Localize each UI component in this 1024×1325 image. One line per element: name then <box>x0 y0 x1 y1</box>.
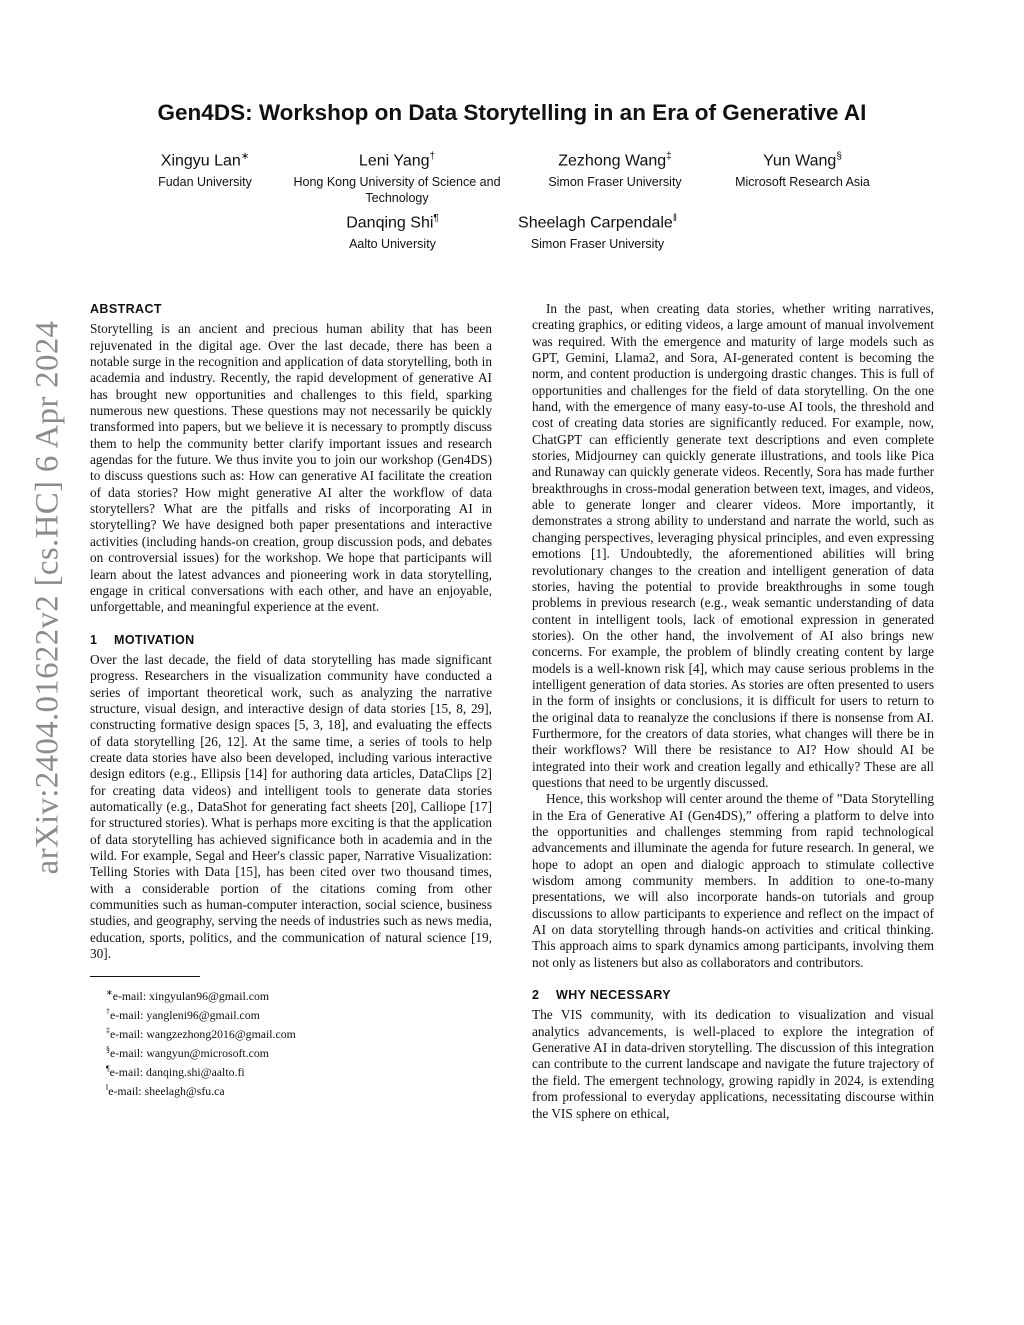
footnote-text: e-mail: wangyun@microsoft.com <box>110 1046 269 1061</box>
section-heading <box>90 632 492 648</box>
author-name: Yun Wang <box>763 152 837 170</box>
section-heading <box>532 987 934 1003</box>
author-name: Zezhong Wang <box>558 152 667 170</box>
abstract-heading: ABSTRACT <box>90 302 162 316</box>
author-affiliation: Simon Fraser University <box>530 237 665 252</box>
section-paragraph: The VIS community, with its dedication to visualization and visual analytics advancements, is well-placed to explore the integration of Generative AI in data-driven storytelling. The discussion of this integration can contribute to the current landscape and navigate the future trajectory of the field. The emergent technology, growing rapidly in 2024, is extending from professional to everyday applications, necessitating discourse within the VIS sphere on ethical, <box>532 1007 934 1121</box>
body-paragraph: Hence, this workshop will center around the theme of ”Data Storytelling in the Era of Generative AI (Gen4DS),” offering a platform to delve into the opportunities and challenges stemming from rapid technological advancements and illuminate the agenda for future research. In general, we hope to adopt an open and dialogic approach to stimulate collective wisdom among community members. In addition to one-to-many presentations, we will also incorporate hands-on tutorials and group discussions to allow participants to experience and reflect on the impact of AI on data storytelling through hands-on activities and critical thinking. This approach aims to spark dynamics among participants, involving them not only as listeners but also as collaborators and contributors. <box>532 791 934 970</box>
author-mark: § <box>836 151 842 162</box>
section-paragraph: Over the last decade, the field of data storytelling has made significant progress. Researchers in the visualization community have conducted a series of important theoretical work, such as analyzing the narrative structure, visual design, and interactive design of data stories [15, 8, 29], constructing formative design spaces [5, 3, 18], and evaluating the effects of data storytelling [26, 12]. At the same time, a series of tools to help create data stories have also been developed, including various interactive design editors (e.g., Ellipsis [14] for authoring data articles, DataClips [2] for creating data videos) and intelligent tools to generate data stories automatically (e.g., DataShot for generating fact sheets [20], Calliope [17] for structured stories). What is perhaps more exciting is that the application of data storytelling has achieved significance both in academia and in the wild. For example, Segal and Heer's classic paper, Narrative Visualization: Telling Stories with Data [15], has been cited over two thousand times, with a considerable portion of the citations coming from other communities such as human-computer interaction, social science, business studies, and geography, serving the needs of industries such as news media, education, sports, politics, and the communication of natural science [19, 30]. <box>90 651 492 962</box>
left-column <box>90 301 492 1099</box>
author-name: Danqing Shi <box>346 214 434 232</box>
author-affiliation: Microsoft Research Asia <box>735 175 870 190</box>
author-name: Leni Yang <box>358 152 430 170</box>
footnote <box>90 1080 492 1099</box>
footnote <box>90 1023 492 1042</box>
author-mark: † <box>429 151 436 162</box>
footnote-text: e-mail: wangzezhong2016@gmail.com <box>110 1027 296 1042</box>
author-block <box>715 147 890 190</box>
footnote <box>90 1061 492 1080</box>
paper-title: Gen4DS: Workshop on Data Storytelling in an Era of Generative AI <box>157 100 867 125</box>
footnote <box>90 1042 492 1061</box>
footnote-rule <box>90 976 200 977</box>
body-paragraph: In the past, when creating data stories, whether writing narratives, creating graphics, or editing videos, a large amount of manual involvement was required. With the emergence and maturity of large models such as GPT, Gemini, Llama2, and Sora, AI-generated content is becoming the norm, and content production is undergoing drastic changes. This is full of opportunities and challenges for the field of data storytelling. On the one hand, with the emergence of many easy-to-use AI tools, the threshold and cost of creating data stories are significantly reduced. For example, now, ChatGPT can efficiently generate text descriptions and even complete stories, Midjourney can quickly generate illustrations, and tools like Pica and Runaway can quickly generate videos. Recently, Sora has made further breakthroughs in cross-modal generation between text, images, and videos, able to generate longer and clearer videos. More importantly, it demonstrates a strong ability to understand and narrate the world, such as changing perspectives, leveraging physical principles, and even expressing emotions [1]. Undoubtedly, the aforementioned abilities will bring revolutionary changes to the creation and intelligent generation of data stories, having the potential to provide breakthroughs in some tough problems in previous research (e.g., weak semantic understanding of data content in intelligent tools, lack of emotional expression in generated stories). On the other hand, the involvement of AI also brings new concerns. For example, the problem of blindly creating content by large models is a well-known risk [4], which may cause serious problems in the intelligent generation of data stories. As stories are often presented to users in the form of insights or conclusions, it is difficult for users to return to the original data to reanalyze the conclusions if there is nonsense from AI. Furthermore, for the creators of data stories, what changes will there be in their workflows? Will there be resistance to AI? How should AI be integrated into their work and creation legally and ethically? These are all questions that need to be urgently discussed. <box>532 301 934 790</box>
abstract-text: Storytelling is an ancient and precious human ability that has been rejuvenated in the digital age. Over the last decade, there has been a notable surge in the recognition and application of data storytelling, both in academia and industry. Recently, the rapid development of generative AI has brought new opportunities and challenges to this field, sparking numerous new questions. These questions may not necessarily be quickly transformed into papers, but we believe it is necessary to promptly discuss them to help the community better clarify important issues and research agendas for the future. We thus invite you to join our workshop (Gen4DS) to discuss questions such as: How can generative AI facilitate the creation of data stories? How might generative AI alter the workflow of data storytellers? What are the pitfalls and risks of incorporating AI in storytelling? We have designed both paper presentations and interactive activities (including hands-on creation, group discussion pods, and debates on controversial issues) for the workshop. We hope that participants will learn about the latest advances and pioneering work in data storytelling, engage in critical conversations with each other, and have an enjoyable, unforgettable, and meaningful experience at the event. <box>90 321 492 615</box>
section-title: MOTIVATION <box>114 632 195 647</box>
author-block <box>500 209 695 252</box>
footnote-mark: ¶ <box>106 1064 110 1074</box>
right-column <box>532 301 934 1122</box>
author-mark: ¶ <box>433 213 439 224</box>
author-block <box>292 147 502 206</box>
section-number: 1 <box>90 632 98 647</box>
footnote-mark: ‖ <box>106 1083 109 1093</box>
author-affiliation: Aalto University <box>349 237 436 252</box>
footnote-mark: † <box>106 1007 110 1017</box>
footnote-text: e-mail: sheelagh@sfu.ca <box>108 1083 225 1098</box>
arxiv-sidebar <box>20 315 76 880</box>
footnote-text: e-mail: xingyulan96@gmail.com <box>112 989 270 1004</box>
author-affiliation: Hong Kong University of Science and Technology <box>293 175 501 206</box>
author-mark: ∗ <box>240 151 250 162</box>
footnote-mark: ∗ <box>106 988 113 998</box>
author-affiliation: Simon Fraser University <box>548 175 682 190</box>
footnote <box>90 1004 492 1023</box>
footnote-text: e-mail: danqing.shi@aalto.fi <box>109 1065 245 1080</box>
author-block <box>525 147 705 190</box>
footnote-text: e-mail: yangleni96@gmail.com <box>110 1008 260 1023</box>
author-block <box>310 209 475 252</box>
author-name: Xingyu Lan <box>160 152 241 170</box>
section-title: WHY NECESSARY <box>556 988 671 1003</box>
section-number: 2 <box>532 988 540 1003</box>
footnote-mark: ‡ <box>106 1026 110 1036</box>
author-mark: ‖ <box>672 213 677 224</box>
arxiv-identifier: arXiv:2404.01622v2 [cs.HC] 6 Apr 2024 <box>29 320 66 875</box>
footnote <box>90 985 492 1004</box>
author-block <box>130 147 280 190</box>
author-affiliation: Fudan University <box>158 175 252 190</box>
footnote-mark: § <box>106 1045 110 1055</box>
author-name: Sheelagh Carpendale <box>518 214 673 232</box>
author-mark: ‡ <box>666 151 672 162</box>
